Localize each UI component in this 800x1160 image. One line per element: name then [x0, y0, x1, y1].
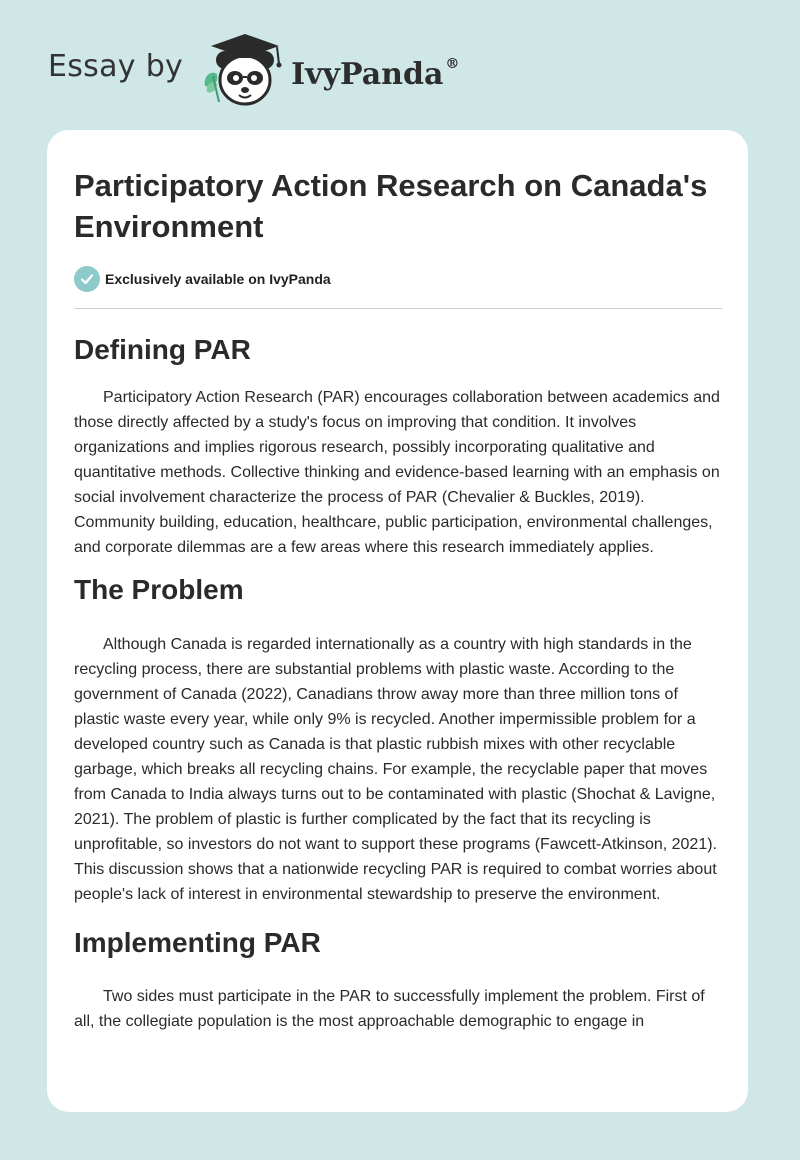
section-heading-defining-par: Defining PAR — [74, 334, 251, 365]
essay-card — [47, 130, 748, 1112]
check-circle-icon — [74, 266, 100, 292]
section-paragraph-the-problem: Although Canada is regarded internationally as a country with high standards in the recycling process, there are substantial problems with plastic waste. According to the government of Canada (2022), Canadians throw away more than three million tons of plastic waste every year, while only 9% is recycled. Another impermissible problem for a developed country such as Canada is that plastic rubbish mixes with other recyclable garbage, which breaks all recycling chains. For example, the recyclable paper that moves from Canada to India always turns out to be contaminated with plastic (Shochat & Lavigne, 2021). The problem of plastic is further complicated by the fact that its recycling is unprofitable, so investors do not want to support these programs (Fawcett-Atkinson, 2021). This discussion shows that a nationwide recycling PAR is required to combat worries about people's lack of interest in environmental stewardship to preserve the environment. — [74, 636, 717, 903]
section-heading-implementing-par: Implementing PAR — [74, 927, 321, 958]
exclusive-label: Exclusively available on IvyPanda — [105, 271, 331, 287]
section-paragraph-defining-par: Participatory Action Research (PAR) encourages collaboration between academics and those directly affected by a study's focus on improving that condition. It involves organizations and implies rigorous research, possibly incorporating qualitative and quantitative methods. Collective thinking and evidence-based learning with an emphasis on social involvement characterize the process of PAR (Chevalier & Buckles, 2019). Community building, education, healthcare, public participation, environmental challenges, and corporate dilemmas are a few areas where this research immediately applies. — [74, 389, 720, 556]
divider — [74, 308, 722, 309]
registered-mark: ® — [445, 56, 460, 72]
site-header — [48, 30, 459, 110]
exclusive-badge — [74, 266, 722, 292]
panda-graduate-logo-icon[interactable] — [199, 30, 287, 110]
section-heading-the-problem: The Problem — [74, 574, 244, 605]
essay-by-label: Essay by — [48, 48, 184, 84]
section-paragraph-implementing-par: Two sides must participate in the PAR to successfully implement the problem. First of all, the collegiate population is the most approachable demographic to engage in — [74, 988, 705, 1030]
page-title: Participatory Action Research on Canada's Environment — [74, 168, 708, 244]
brand-name[interactable]: IvyPanda ® — [291, 56, 460, 92]
